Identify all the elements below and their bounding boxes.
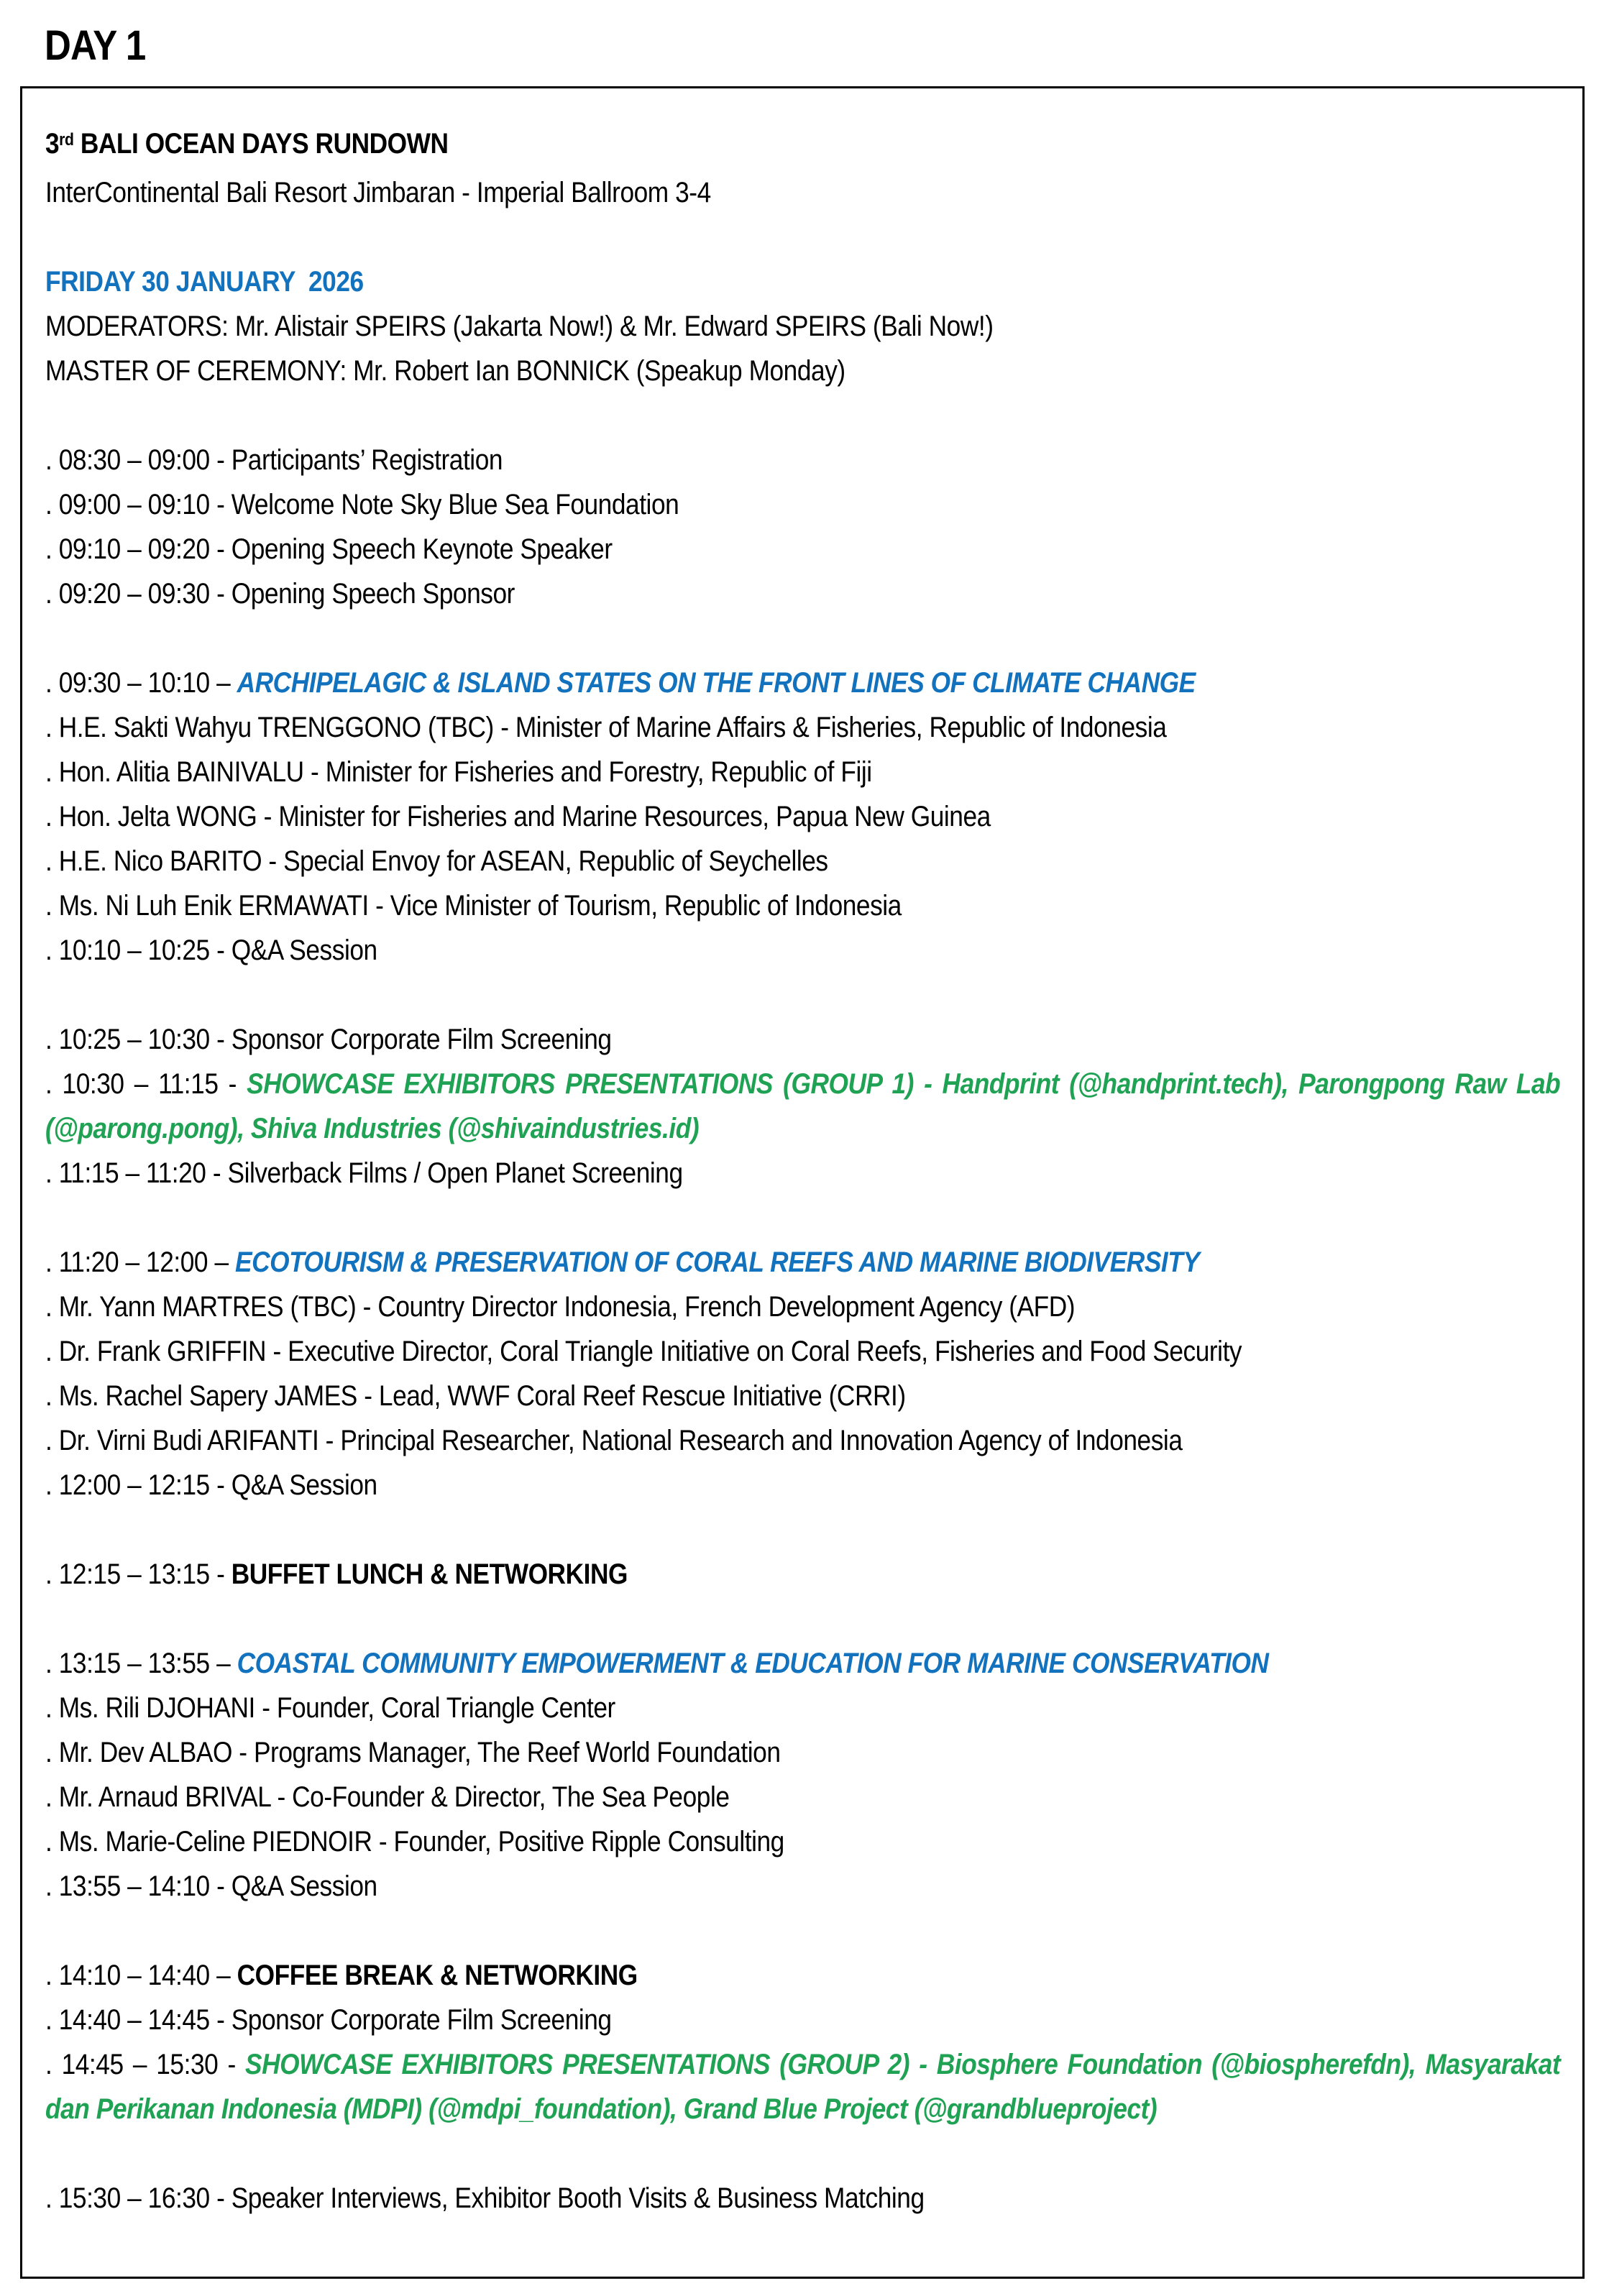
spacer: [45, 1597, 1560, 1641]
speaker-line: [45, 1285, 1560, 1329]
text-segment: . H.E. Sakti Wahyu TRENGGONO (TBC) - Minister of Marine Affairs & Fisheries, Republic of Indonesia: [45, 712, 1167, 743]
item-line: [45, 571, 1560, 616]
session-title-line: [45, 661, 1560, 705]
item-line: [45, 1151, 1560, 1195]
rundown-content: [45, 121, 1567, 2221]
text-segment: rd: [59, 130, 74, 150]
text-segment: . 15:30 – 16:30 - Speaker Interviews, Exhibitor Booth Visits & Business Matching: [45, 2182, 925, 2214]
text-segment: . 09:30 – 10:10 –: [45, 667, 237, 699]
text-segment: . Hon. Alitia BAINIVALU - Minister for Fisheries and Forestry, Republic of Fiji: [45, 756, 872, 788]
text-segment: . 09:00 – 09:10 - Welcome Note Sky Blue Sea Foundation: [45, 489, 679, 520]
text-segment: . 10:25 – 10:30 - Sponsor Corporate Film Screening: [45, 1024, 612, 1055]
item-line: [45, 1998, 1560, 2042]
spacer: [45, 616, 1560, 661]
text-segment: . 13:55 – 14:10 - Q&A Session: [45, 1870, 377, 1902]
speaker-line: [45, 839, 1560, 883]
text-segment: . Mr. Dev ALBAO - Programs Manager, The Reef World Foundation: [45, 1737, 781, 1768]
mc-line: [45, 349, 1560, 393]
date-line: [45, 260, 1560, 304]
speaker-line: [45, 1686, 1560, 1730]
text-segment: . 12:00 – 12:15 - Q&A Session: [45, 1469, 377, 1501]
speaker-line: [45, 1775, 1560, 1819]
speaker-line: [45, 1329, 1560, 1374]
break-line: [45, 1552, 1560, 1597]
title-line: [45, 121, 1560, 170]
speaker-line: [45, 1418, 1560, 1463]
text-segment: . Hon. Jelta WONG - Minister for Fisheries and Marine Resources, Papua New Guinea: [45, 801, 991, 832]
text-segment: SHOWCASE EXHIBITORS PRESENTATIONS (GROUP 2) - Biosphere Foundation (@biospherefdn), Masyarakat dan Perikanan Indonesia (MDPI) (@mdpi_foundation), Grand Blue Project (@grandblueproject): [45, 2049, 1567, 2125]
item-line: [45, 1463, 1560, 1507]
spacer: [45, 215, 1560, 260]
text-segment: COASTAL COMMUNITY EMPOWERMENT & EDUCATION FOR MARINE CONSERVATION: [237, 1648, 1269, 1679]
session-title-line: [45, 2042, 1567, 2131]
spacer: [45, 2131, 1560, 2176]
text-segment: . 09:20 – 09:30 - Opening Speech Sponsor: [45, 578, 515, 610]
item-line: [45, 438, 1560, 482]
text-segment: . Ms. Rachel Sapery JAMES - Lead, WWF Coral Reef Rescue Initiative (CRRI): [45, 1380, 906, 1412]
moderators-line: [45, 304, 1560, 349]
text-segment: . 11:15 – 11:20 - Silverback Films / Open Planet Screening: [45, 1157, 683, 1189]
day-heading: DAY 1: [45, 22, 146, 69]
session-title-line: [45, 1641, 1560, 1686]
speaker-line: [45, 1374, 1560, 1418]
speaker-line: [45, 794, 1560, 839]
session-title-line: [45, 1240, 1560, 1285]
text-segment: . Dr. Frank GRIFFIN - Executive Director, Coral Triangle Initiative on Coral Reefs, Fisheries and Food Security: [45, 1336, 1242, 1367]
text-segment: . 11:20 – 12:00 –: [45, 1246, 235, 1278]
text-segment: . Mr. Arnaud BRIVAL - Co-Founder & Director, The Sea People: [45, 1781, 730, 1813]
speaker-line: [45, 1819, 1560, 1864]
text-segment: . 10:30 – 11:15 -: [45, 1068, 247, 1100]
item-line: [45, 928, 1560, 973]
text-segment: InterContinental Bali Resort Jimbaran - Imperial Ballroom 3-4: [45, 177, 711, 208]
spacer: [45, 973, 1560, 1017]
text-segment: COFFEE BREAK & NETWORKING: [237, 1960, 638, 1991]
speaker-line: [45, 750, 1560, 794]
text-segment: . 09:10 – 09:20 - Opening Speech Keynote Speaker: [45, 533, 613, 565]
text-segment: ARCHIPELAGIC & ISLAND STATES ON THE FRONT LINES OF CLIMATE CHANGE: [237, 667, 1196, 699]
text-segment: . 14:10 – 14:40 –: [45, 1960, 237, 1991]
item-line: [45, 1017, 1560, 1062]
session-title-line: [45, 1062, 1567, 1151]
rundown-card: [20, 86, 1585, 2279]
spacer: [45, 1195, 1560, 1240]
spacer: [45, 393, 1560, 438]
text-segment: . Ms. Rili DJOHANI - Founder, Coral Triangle Center: [45, 1692, 615, 1724]
text-segment: 3: [45, 128, 60, 160]
text-segment: . 14:45 – 15:30 -: [45, 2049, 246, 2080]
text-segment: . 08:30 – 09:00 - Participants’ Registration: [45, 444, 503, 476]
text-segment: . H.E. Nico BARITO - Special Envoy for ASEAN, Republic of Seychelles: [45, 845, 828, 877]
text-segment: . 10:10 – 10:25 - Q&A Session: [45, 935, 377, 966]
speaker-line: [45, 1730, 1560, 1775]
item-line: [45, 482, 1560, 527]
text-segment: . 12:15 – 13:15 -: [45, 1558, 232, 1590]
venue-line: [45, 170, 1560, 215]
text-segment: . Ms. Marie-Celine PIEDNOIR - Founder, Positive Ripple Consulting: [45, 1826, 784, 1858]
text-segment: . 13:15 – 13:55 –: [45, 1648, 237, 1679]
text-segment: ECOTOURISM & PRESERVATION OF CORAL REEFS AND MARINE BIODIVERSITY: [234, 1246, 1200, 1278]
spacer: [45, 1909, 1560, 1953]
speaker-line: [45, 705, 1560, 750]
text-segment: . Ms. Ni Luh Enik ERMAWATI - Vice Minister of Tourism, Republic of Indonesia: [45, 890, 902, 922]
item-line: [45, 1864, 1560, 1909]
item-line: [45, 2176, 1560, 2221]
text-segment: MODERATORS: Mr. Alistair SPEIRS (Jakarta Now!) & Mr. Edward SPEIRS (Bali Now!): [45, 311, 994, 342]
spacer: [45, 1507, 1560, 1552]
speaker-line: [45, 883, 1560, 928]
item-line: [45, 527, 1560, 571]
text-segment: SHOWCASE EXHIBITORS PRESENTATIONS (GROUP 1) - Handprint (@handprint.tech), Parongpong Raw Lab (@parong.pong), Shiva Industries (@shivaindustries.id): [45, 1068, 1567, 1144]
text-segment: . Dr. Virni Budi ARIFANTI - Principal Researcher, National Research and Innovation Agency of Indonesia: [45, 1425, 1183, 1456]
text-segment: . 14:40 – 14:45 - Sponsor Corporate Film Screening: [45, 2004, 612, 2036]
text-segment: FRIDAY 30 JANUARY 2026: [45, 266, 364, 298]
text-segment: MASTER OF CEREMONY: Mr. Robert Ian BONNICK (Speakup Monday): [45, 355, 845, 387]
text-segment: . Mr. Yann MARTRES (TBC) - Country Director Indonesia, French Development Agency (AFD): [45, 1291, 1076, 1323]
text-segment: BALI OCEAN DAYS RUNDOWN: [73, 128, 449, 160]
text-segment: BUFFET LUNCH & NETWORKING: [231, 1558, 628, 1590]
break-line: [45, 1953, 1560, 1998]
